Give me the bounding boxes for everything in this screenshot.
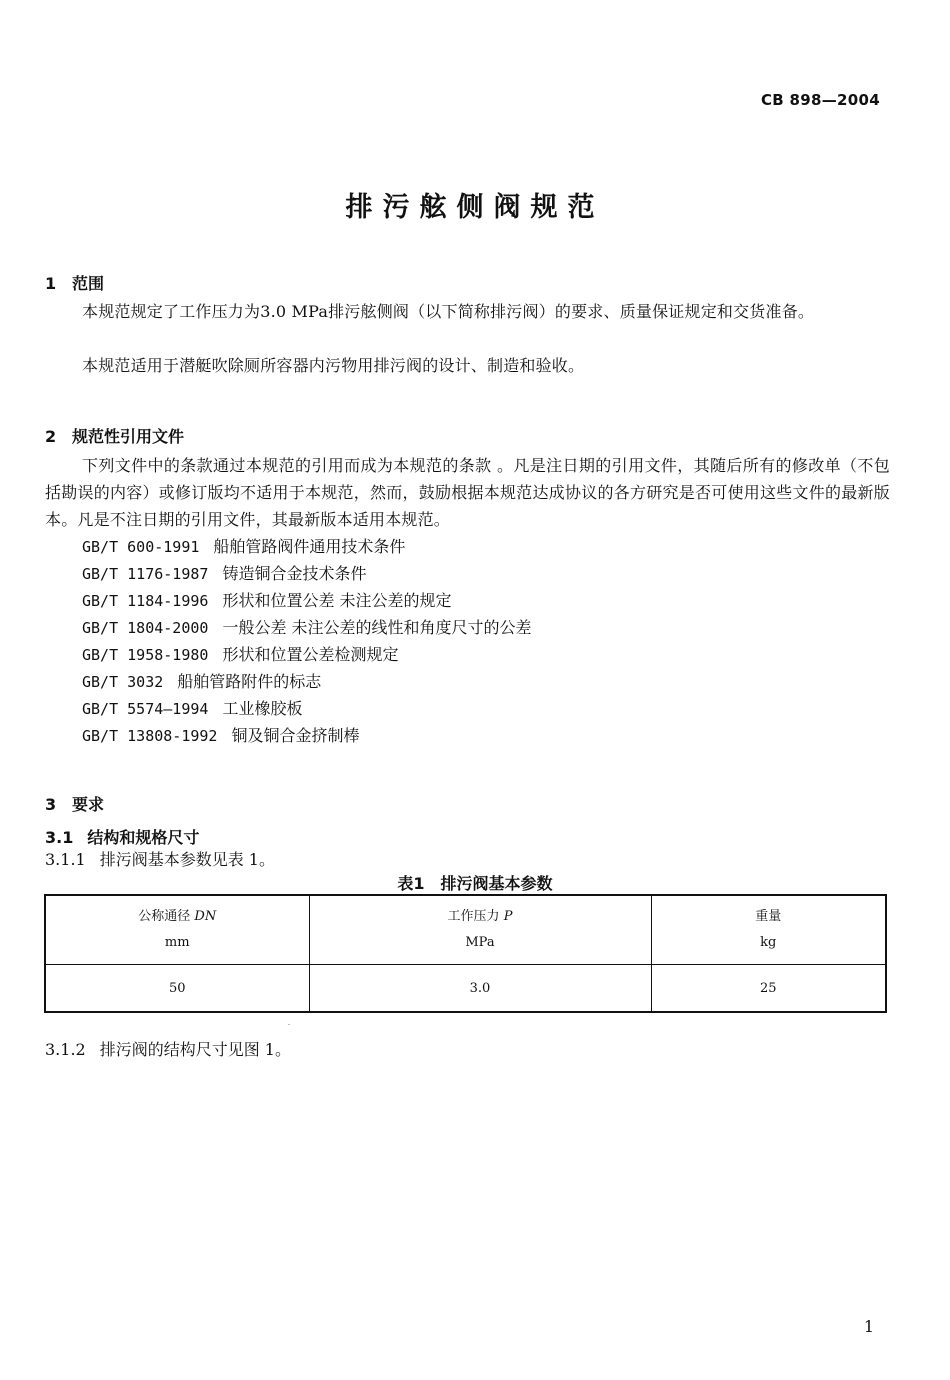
- section-title: 范围: [72, 274, 105, 293]
- subsection-number: 3.1.2: [45, 1040, 86, 1059]
- column-symbol: DN: [194, 909, 217, 924]
- section-2-paragraph: 下列文件中的条款通过本规范的引用而成为本规范的条款 。凡是注日期的引用文件，其随后所有的修改单（不包括勘误的内容）或修订版均不适用于本规范，然而，鼓励根据本规范达成协议的各方研究是否可使用这些文件的最新版本。凡是不注日期的引用文件，其最新版本适用本规范。: [45, 456, 890, 529]
- table-cell: 3.0: [309, 965, 651, 1013]
- section-2-heading: [45, 424, 184, 447]
- reference-item: [82, 668, 532, 695]
- section-1-paragraph-1: 本规范规定了工作压力为3.0 MPa排污舷侧阀（以下简称排污阀）的要求、质量保证规定和交货准备。: [82, 302, 815, 321]
- subsection-3-1-1: [45, 847, 275, 870]
- reference-code: GB/T 13808-1992: [82, 727, 218, 745]
- reference-code: GB/T 3032: [82, 673, 164, 691]
- reference-item: [82, 560, 532, 587]
- column-header-nominal-diameter: [45, 895, 309, 965]
- subsection-3-1: [45, 825, 199, 848]
- section-title: 要求: [72, 795, 105, 814]
- reference-code: GB/T 1176-1987: [82, 565, 209, 583]
- reference-code: GB/T 5574—1994: [82, 700, 209, 718]
- reference-item: [82, 587, 532, 614]
- section-number: 1: [45, 274, 57, 293]
- column-header-working-pressure: [309, 895, 651, 965]
- reference-name: 船舶管路阀件通用技术条件: [213, 537, 406, 556]
- reference-name: 铸造铜合金技术条件: [222, 564, 367, 583]
- page-title: 排污舷侧阀规范: [345, 192, 605, 223]
- reference-item: [82, 614, 532, 641]
- reference-name: 形状和位置公差检测规定: [222, 645, 399, 664]
- column-name: 重量: [755, 909, 782, 924]
- subsection-title: 结构和规格尺寸: [87, 828, 200, 847]
- parameters-table: [44, 894, 887, 1013]
- reference-list: [82, 533, 532, 749]
- section-1-paragraph-2: 本规范适用于潜艇吹除厕所容器内污物用排污阀的设计、制造和验收。: [82, 356, 585, 375]
- subsection-number: 3.1: [45, 828, 74, 847]
- subsection-number: 3.1.1: [45, 850, 86, 869]
- section-1-heading: [45, 271, 104, 294]
- reference-item: [82, 533, 532, 560]
- reference-name: 船舶管路附件的标志: [177, 672, 322, 691]
- column-name: 工作压力: [447, 909, 504, 924]
- subsection-3-1-2: [45, 1037, 291, 1060]
- page-number: 1: [863, 1317, 874, 1336]
- section-3-heading: [45, 792, 104, 815]
- section-number: 2: [45, 427, 57, 446]
- section-number: 3: [45, 795, 57, 814]
- table-caption: 表1 排污阀基本参数: [397, 874, 553, 893]
- section-title: 规范性引用文件: [72, 427, 185, 446]
- reference-name: 一般公差 未注公差的线性和角度尺寸的公差: [222, 618, 532, 637]
- reference-item: [82, 641, 532, 668]
- column-unit: kg: [760, 935, 777, 950]
- column-symbol: P: [503, 909, 513, 924]
- column-unit: mm: [164, 935, 190, 950]
- column-header-weight: [651, 895, 886, 965]
- reference-code: GB/T 1184-1996: [82, 592, 209, 610]
- reference-code: GB/T 1958-1980: [82, 646, 209, 664]
- reference-name: 铜及铜合金挤制棒: [231, 726, 360, 745]
- table-cell: 25: [651, 965, 886, 1013]
- reference-item: [82, 722, 532, 749]
- reference-name: 形状和位置公差 未注公差的规定: [222, 591, 452, 610]
- subsection-text: 排污阀的结构尺寸见图 1。: [99, 1040, 291, 1059]
- table-cell: 50: [45, 965, 309, 1013]
- reference-name: 工业橡胶板: [222, 699, 303, 718]
- reference-item: [82, 695, 532, 722]
- subsection-text: 排污阀基本参数见表 1。: [99, 850, 275, 869]
- column-name: 公称通径: [138, 909, 195, 924]
- reference-code: GB/T 600-1991: [82, 538, 200, 556]
- reference-code: GB/T 1804-2000: [82, 619, 209, 637]
- document-code: CB 898—2004: [760, 91, 880, 109]
- table-header-row: [45, 895, 886, 965]
- scan-speck: [288, 1024, 290, 1025]
- column-unit: MPa: [465, 935, 495, 950]
- table-row: [45, 965, 886, 1013]
